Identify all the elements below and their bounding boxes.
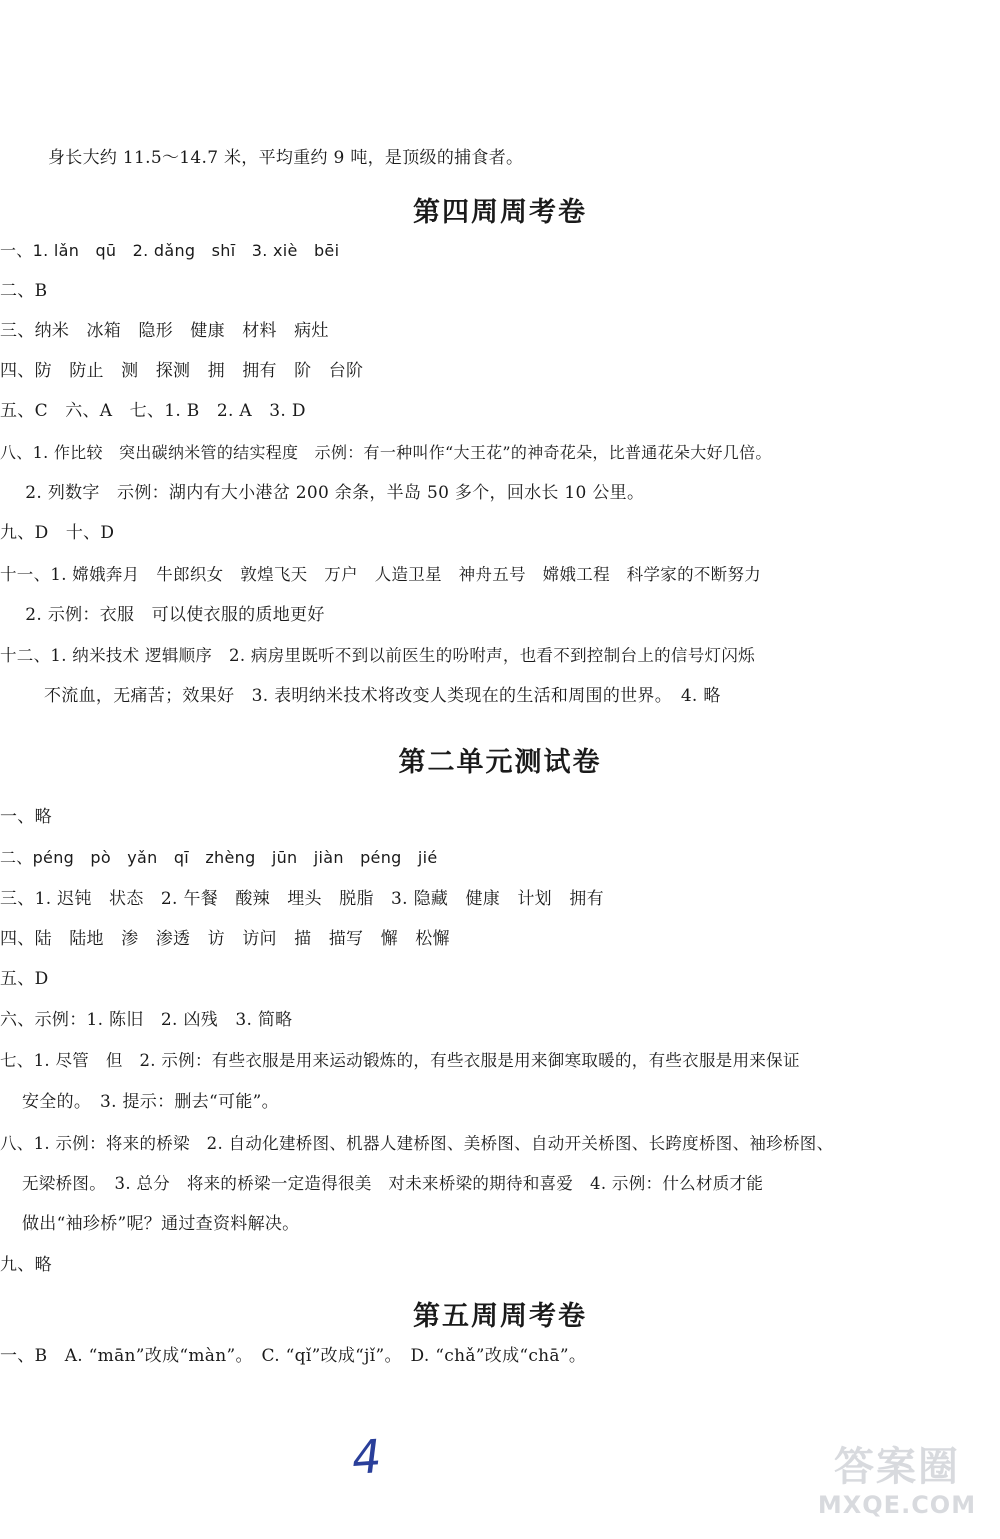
week4-line-4: 四、防 防止 测 探测 拥 拥有 阶 台阶: [0, 361, 364, 381]
week4-line-2: 二、B: [0, 281, 48, 301]
unit2-line-12: 九、略: [0, 1255, 52, 1275]
week4-line-3: 三、纳米 冰箱 隐形 健康 材料 病灶: [0, 321, 329, 341]
week5-line-1: 一、B A. “mān”改成“màn”。 C. “qǐ”改成“jǐ”。 D. “chǎ”改成“chā”。: [0, 1346, 587, 1366]
week4-line-11: 十二、1. 纳米技术 逻辑顺序 2. 病房里既听不到以前医生的吩咐声，也看不到控制台上的信号灯闪烁: [0, 646, 755, 665]
section-title-week5: 第五周周考卷: [413, 1301, 587, 1332]
week4-line-6: 八、1. 作比较 突出碳纳米管的结实程度 示例：有一种叫作“大王花”的神奇花朵，比普通花朵大好几倍。: [0, 443, 772, 462]
unit2-line-8: 安全的。 3. 提示：删去“可能”。: [22, 1092, 279, 1112]
unit2-line-6: 六、示例：1. 陈旧 2. 凶残 3. 简略: [0, 1010, 293, 1030]
unit2-line-2: 二、péng pò yǎn qī zhèng jūn jiàn péng jié: [0, 848, 438, 867]
intro-line: 身长大约 11.5～14.7 米，平均重约 9 吨，是顶级的捕食者。: [48, 148, 524, 168]
week4-line-1: 一、1. lǎn qū 2. dǎng shī 3. xiè bēi: [0, 241, 340, 260]
week4-line-8: 九、D 十、D: [0, 523, 115, 543]
unit2-line-5: 五、D: [0, 969, 49, 989]
watermark-logo-text: 答案圈: [834, 1444, 960, 1490]
unit2-line-7: 七、1. 尽管 但 2. 示例：有些衣服是用来运动锻炼的，有些衣服是用来御寒取暖的，有些衣服是用来保证: [0, 1051, 800, 1070]
unit2-line-9: 八、1. 示例：将来的桥梁 2. 自动化建桥图、机器人建桥图、美桥图、自动开关桥图、长跨度桥图、袖珍桥图、: [0, 1134, 834, 1153]
section-title-week4: 第四周周考卷: [413, 197, 587, 228]
unit2-line-11: 做出“袖珍桥”呢？通过查资料解决。: [22, 1214, 300, 1234]
unit2-line-4: 四、陆 陆地 渗 渗透 访 访问 描 描写 懈 松懈: [0, 929, 450, 949]
week4-line-12: 不流血，无痛苦；效果好 3. 表明纳米技术将改变人类现在的生活和周围的世界。 4. 略: [44, 686, 721, 706]
unit2-line-1: 一、略: [0, 807, 52, 827]
section-title-unit2: 第二单元测试卷: [398, 747, 602, 778]
week4-line-10: 2. 示例：衣服 可以使衣服的质地更好: [8, 605, 325, 625]
week4-line-9: 十一、1. 嫦娥奔月 牛郎织女 敦煌飞天 万户 人造卫星 神舟五号 嫦娥工程 科学家的不断努力: [0, 565, 762, 584]
unit2-line-10: 无梁桥图。 3. 总分 将来的桥梁一定造得很美 对未来桥梁的期待和喜爱 4. 示例：什么材质才能: [22, 1174, 764, 1193]
week4-line-7: 2. 列数字 示例：湖内有大小港岔 200 余条，半岛 50 多个，回水长 10 公里。: [8, 483, 645, 503]
watermark-url-text: MXQE.COM: [817, 1491, 977, 1519]
week4-line-5: 五、C 六、A 七、1. B 2. A 3. D: [0, 401, 306, 421]
unit2-line-3: 三、1. 迟钝 状态 2. 午餐 酸辣 埋头 脱脂 3. 隐藏 健康 计划 拥有: [0, 889, 604, 909]
handwritten-page-number: 4: [350, 1429, 384, 1485]
site-watermark: [802, 1443, 992, 1535]
